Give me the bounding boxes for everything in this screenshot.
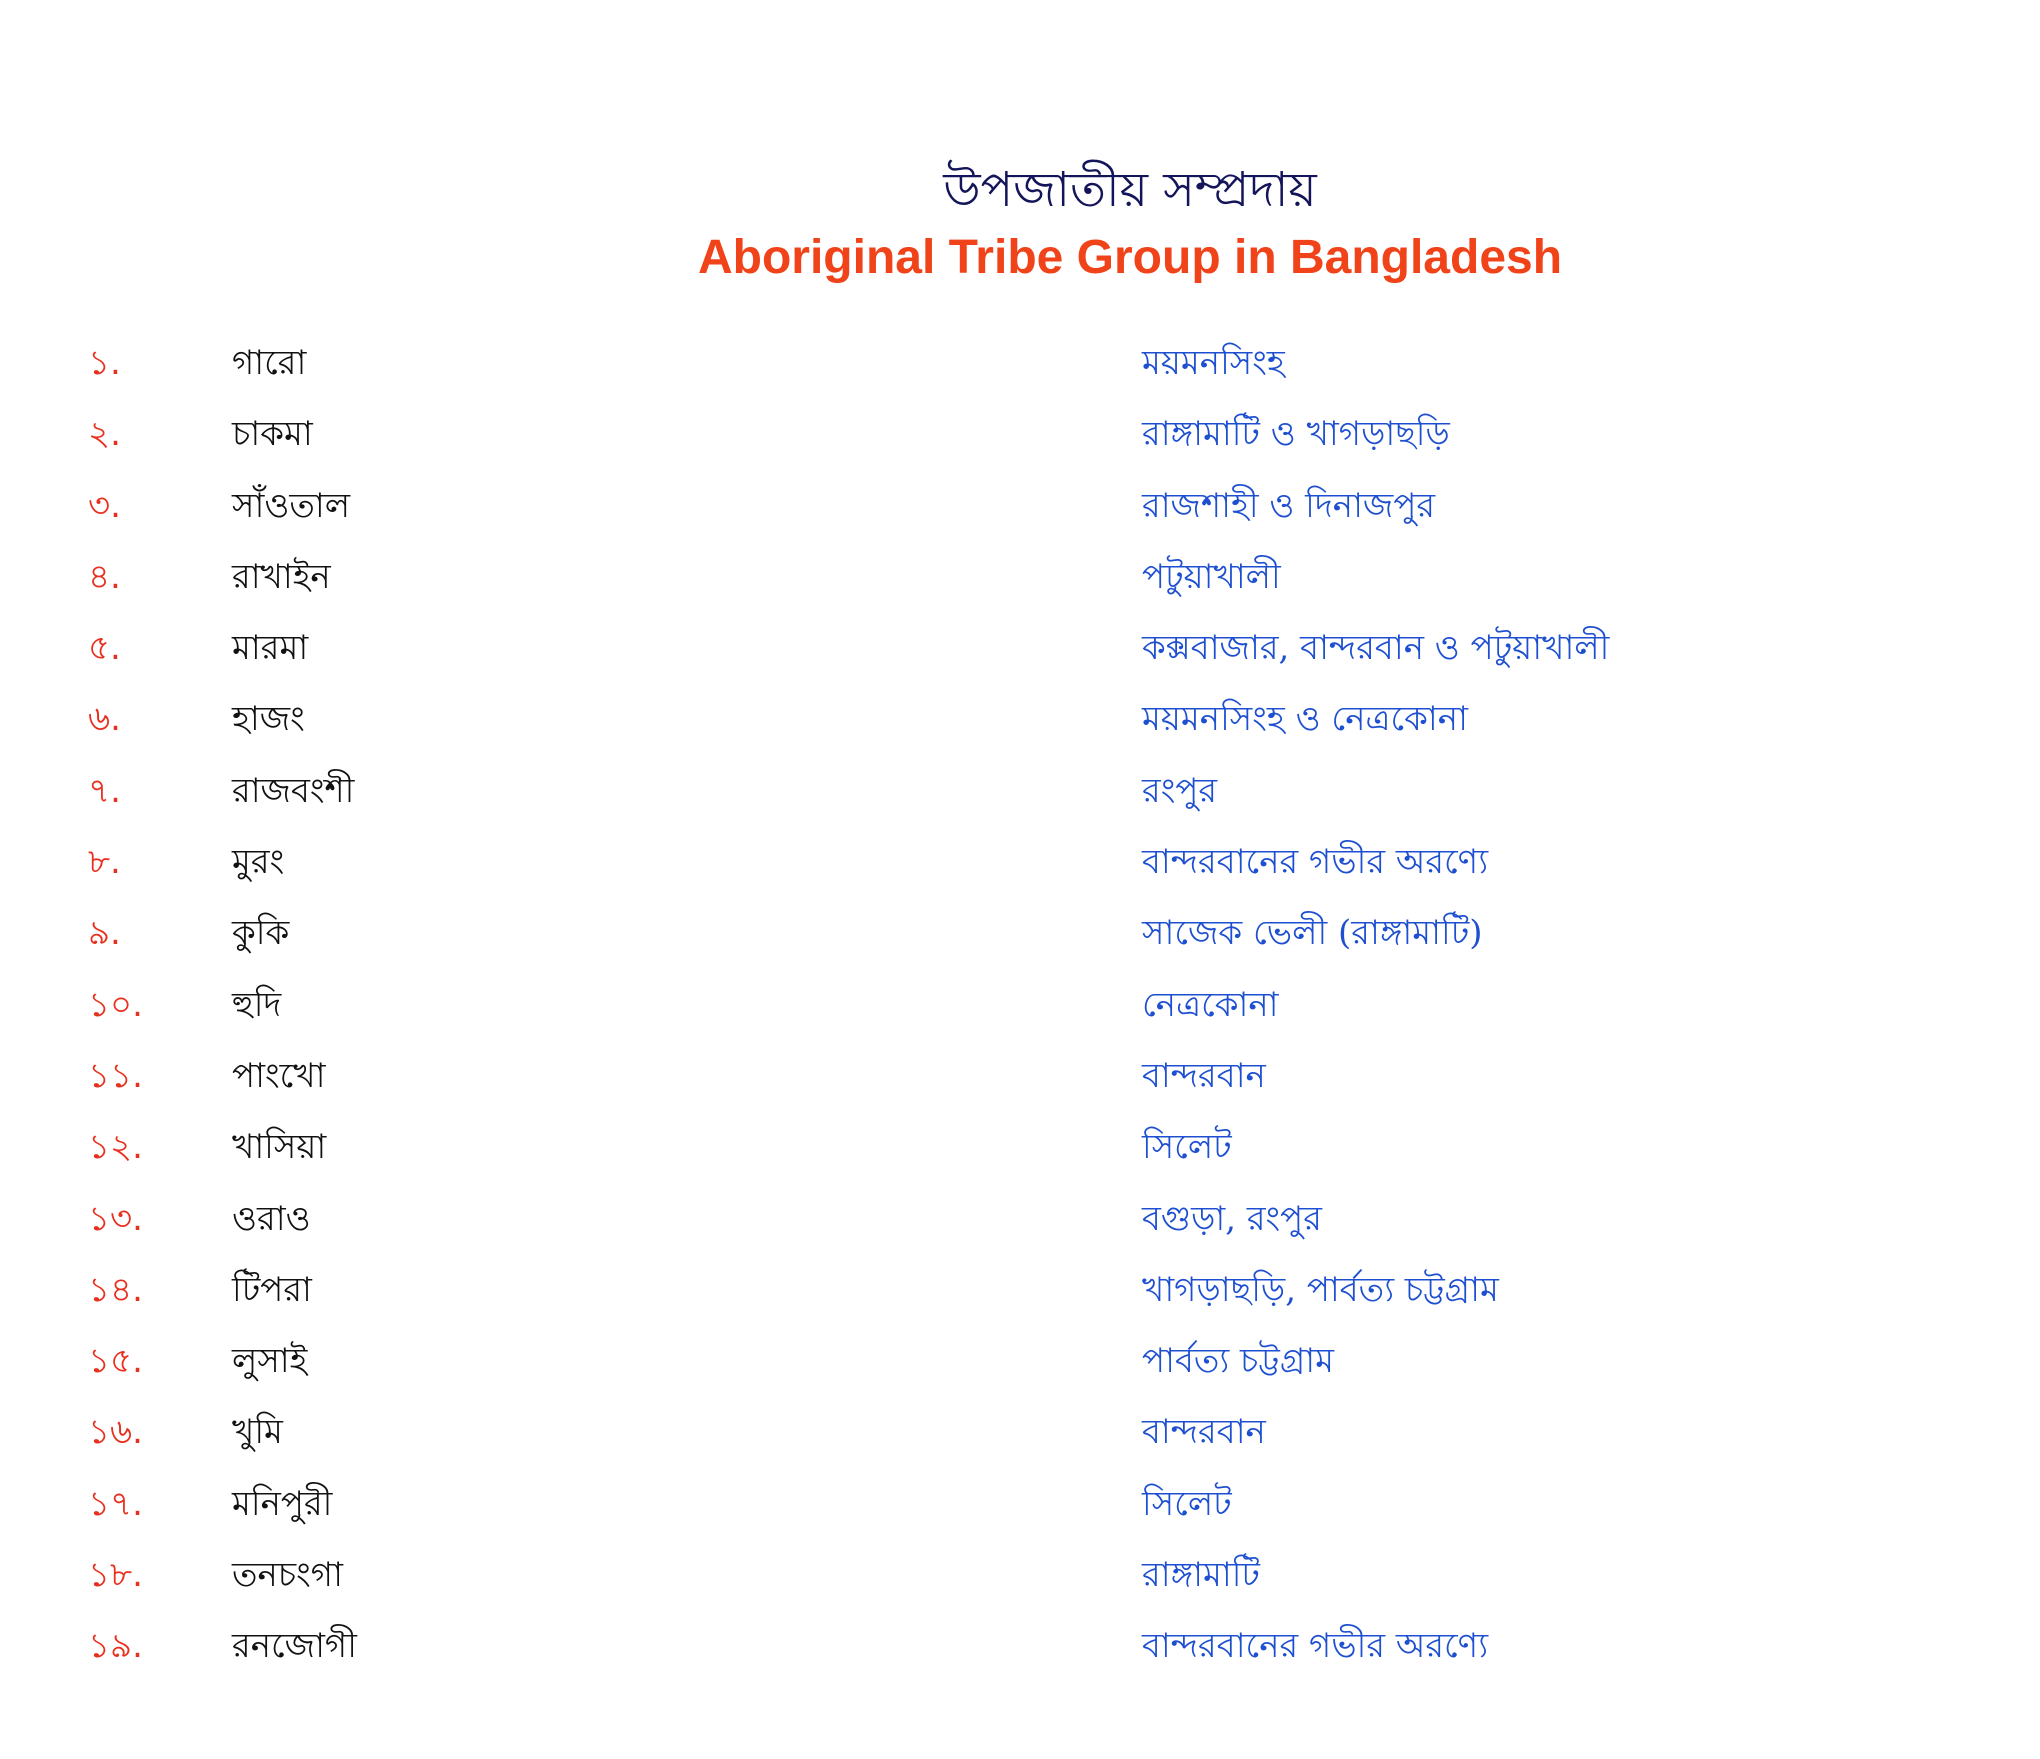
page-title-bengali: উপজাতীয় সম্প্রদায়	[943, 162, 1317, 218]
item-number: ১৩.	[88, 1198, 143, 1239]
tribe-name: খাসিয়া	[232, 1127, 327, 1168]
list-item	[0, 1617, 2040, 1688]
item-number: ১৫.	[88, 1341, 143, 1382]
tribe-name: রাখাইন	[232, 556, 331, 597]
list-item	[0, 833, 2040, 904]
item-number: ২.	[88, 414, 121, 455]
tribe-region: রাঙ্গামাটি	[1142, 1555, 1260, 1596]
list-item	[0, 1403, 2040, 1474]
tribe-region: বগুড়া, রংপুর	[1142, 1198, 1322, 1239]
tribe-region: বান্দরবানের গভীর অরণ্যে	[1142, 842, 1489, 883]
item-number: ৩.	[88, 485, 121, 526]
list-item	[0, 477, 2040, 548]
item-number: ৭.	[88, 770, 121, 811]
list-item	[0, 1261, 2040, 1332]
list-item	[0, 1546, 2040, 1617]
page-title-english: Aboriginal Tribe Group in Bangladesh	[697, 231, 1563, 284]
item-number: ১১.	[88, 1055, 143, 1096]
item-number: ৯.	[88, 913, 121, 954]
tribe-name: চাকমা	[232, 414, 313, 455]
tribe-name: মনিপুরী	[232, 1483, 333, 1524]
tribe-list	[0, 334, 2040, 1689]
item-number: ৮.	[88, 842, 121, 883]
tribe-name: টিপরা	[232, 1269, 312, 1310]
tribe-name: রাজবংশী	[232, 770, 355, 811]
tribe-region: সিলেট	[1142, 1483, 1232, 1524]
item-number: ১৪.	[88, 1269, 143, 1310]
item-number: ১২.	[88, 1127, 143, 1168]
tribe-region: বান্দরবান	[1142, 1055, 1266, 1096]
item-number: ৪.	[88, 556, 121, 597]
tribe-region: সাজেক ভেলী (রাঙ্গামাটি)	[1142, 913, 1483, 954]
item-number: ৫.	[88, 628, 121, 669]
tribe-region: ময়মনসিংহ ও নেত্রকোনা	[1142, 699, 1468, 740]
tribe-name: খুমি	[232, 1412, 283, 1453]
tribe-region: রংপুর	[1142, 770, 1218, 811]
list-item	[0, 1047, 2040, 1118]
tribe-name: সাঁওতাল	[232, 485, 351, 526]
item-number: ১৬.	[88, 1412, 143, 1453]
list-item	[0, 548, 2040, 619]
tribe-region: কক্সবাজার, বান্দরবান ও পটুয়াখালী	[1142, 628, 1610, 669]
tribe-name: লুসাই	[232, 1341, 308, 1382]
tribe-name: তনচংগা	[232, 1555, 343, 1596]
item-number: ১৯.	[88, 1626, 143, 1667]
tribe-region: পার্বত্য চট্টগ্রাম	[1142, 1341, 1335, 1382]
tribe-region: বান্দরবানের গভীর অরণ্যে	[1142, 1626, 1489, 1667]
tribe-name: গারো	[232, 343, 307, 383]
tribe-region: পটুয়াখালী	[1142, 556, 1281, 597]
list-item	[0, 1475, 2040, 1546]
tribe-name: হুদি	[232, 984, 282, 1025]
tribe-name: মারমা	[232, 628, 309, 669]
list-item	[0, 976, 2040, 1047]
tribe-name: রনজোগী	[232, 1626, 357, 1667]
item-number: ১৮.	[88, 1555, 143, 1596]
tribe-name: পাংখো	[232, 1055, 326, 1096]
tribe-region: রাজশাহী ও দিনাজপুর	[1142, 485, 1436, 526]
tribe-region: সিলেট	[1142, 1127, 1232, 1168]
list-item	[0, 619, 2040, 690]
list-item	[0, 1190, 2040, 1261]
list-item	[0, 405, 2040, 476]
list-item	[0, 334, 2040, 405]
tribe-region: বান্দরবান	[1142, 1412, 1266, 1453]
list-item	[0, 1332, 2040, 1403]
tribe-region: ময়মনসিংহ	[1142, 343, 1285, 383]
list-item	[0, 1118, 2040, 1189]
tribe-region: নেত্রকোনা	[1142, 984, 1279, 1025]
list-item	[0, 690, 2040, 761]
item-number: ১.	[88, 343, 121, 383]
item-number: ১৭.	[88, 1483, 143, 1524]
tribe-region: রাঙ্গামাটি ও খাগড়াছড়ি	[1142, 414, 1450, 455]
tribe-name: হাজং	[232, 699, 305, 740]
tribe-name: ওরাও	[232, 1198, 311, 1239]
item-number: ১০.	[88, 984, 143, 1025]
item-number: ৬.	[88, 699, 121, 740]
list-item	[0, 762, 2040, 833]
tribe-name: কুকি	[232, 913, 290, 954]
tribe-region: খাগড়াছড়ি, পার্বত্য চট্টগ্রাম	[1142, 1269, 1499, 1310]
list-item	[0, 904, 2040, 975]
tribe-name: মুরং	[232, 842, 285, 883]
